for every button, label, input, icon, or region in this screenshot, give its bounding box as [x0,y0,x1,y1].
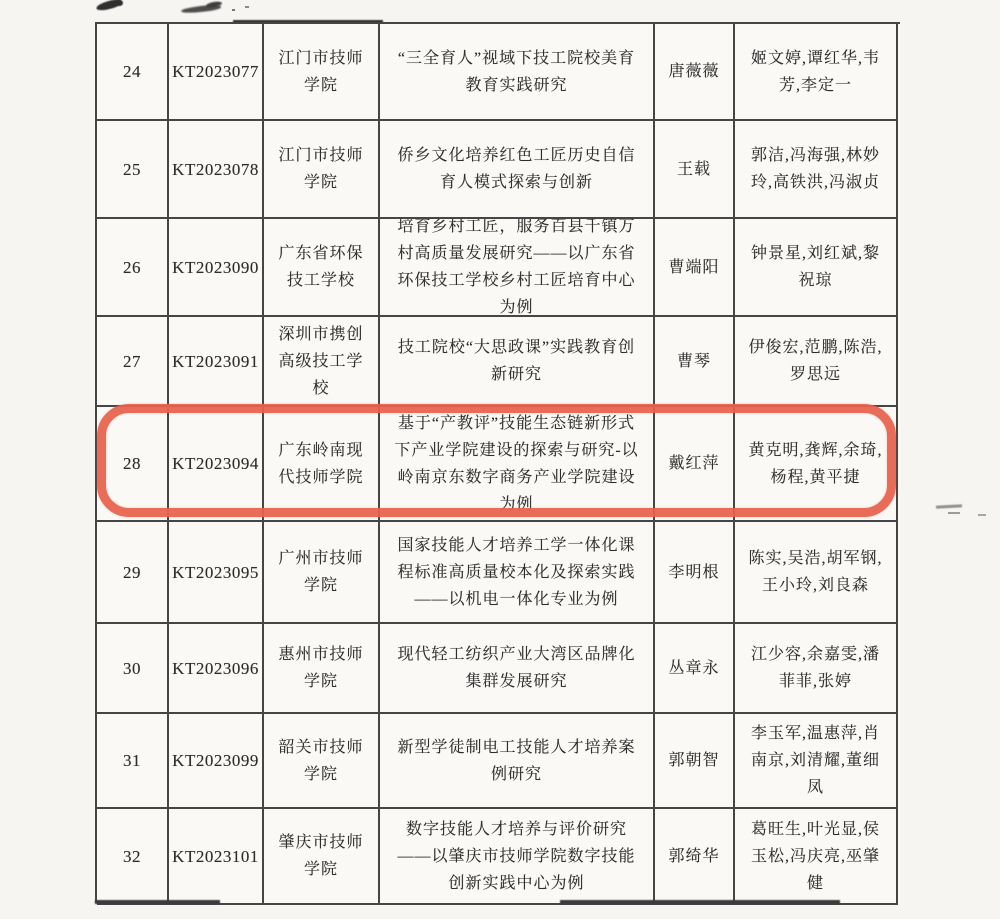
table-row [97,24,900,121]
cell-project-id: KT2023095 [169,522,264,624]
cell-leader: 戴红萍 [655,407,735,522]
cell-leader: 郭绮华 [655,809,735,905]
cell-members: 郭洁,冯海强,林妙玲,高铁洪,冯淑贞 [735,121,898,219]
cell-institution: 韶关市技师学院 [264,714,380,809]
cell-project-id: KT2023096 [169,624,264,714]
cell-project-id: KT2023090 [169,219,264,317]
cell-members: 江少容,余嘉雯,潘菲菲,张婷 [735,624,898,714]
cell-row-number: 27 [97,317,169,407]
cell-institution: 肇庆市技师学院 [264,809,380,905]
cell-row-number: 29 [97,522,169,624]
cell-institution: 深圳市携创高级技工学校 [264,317,380,407]
ink-smudge [936,504,962,508]
table-row [97,809,900,905]
cell-institution: 惠州市技师学院 [264,624,380,714]
ink-smudge [978,514,986,516]
ink-speck [232,9,235,11]
cell-members: 钟景星,刘红斌,黎祝琼 [735,219,898,317]
cell-project-title: 数字技能人才培养与评价研究 ——以肇庆市技师学院数字技能创新实践中心为例 [380,809,655,905]
cell-project-title: 技工院校“大思政课”实践教育创新研究 [380,317,655,407]
table-row [97,121,900,219]
cell-project-title: 现代轻工纺织产业大湾区品牌化集群发展研究 [380,624,655,714]
table-row [97,624,900,714]
cell-row-number: 32 [97,809,169,905]
cell-row-number: 31 [97,714,169,809]
cell-project-title: “三全育人”视域下技工院校美育教育实践研究 [380,24,655,121]
cell-leader: 唐薇薇 [655,24,735,121]
cell-project-id: KT2023094 [169,407,264,522]
cell-members: 陈实,吴浩,胡军钢,王小玲,刘良森 [735,522,898,624]
cell-institution: 江门市技师学院 [264,24,380,121]
cell-leader: 王载 [655,121,735,219]
cell-project-title: 侨乡文化培养红色工匠历史自信育人模式探索与创新 [380,121,655,219]
cell-row-number: 25 [97,121,169,219]
cell-project-title: 国家技能人才培养工学一体化课程标准高质量校本化及探索实践——以机电一体化专业为例 [380,522,655,624]
cell-leader: 曹端阳 [655,219,735,317]
cell-project-title: 培育乡村工匠，服务百县千镇万村高质量发展研究——以广东省环保技工学校乡村工匠培育中心为例 [380,219,655,317]
ink-smudge [948,512,960,514]
cell-project-id: KT2023077 [169,24,264,121]
cell-row-number: 30 [97,624,169,714]
cell-project-id: KT2023099 [169,714,264,809]
cell-row-number: 24 [97,24,169,121]
table-row [97,714,900,809]
ink-speck [245,6,249,8]
table-row [97,219,900,317]
projects-table [95,22,900,903]
ink-smudge [181,4,221,15]
cell-project-id: KT2023091 [169,317,264,407]
cell-members: 黄克明,龚辉,余琦,杨程,黄平捷 [735,407,898,522]
cell-members: 伊俊宏,范鹏,陈浩,罗思远 [735,317,898,407]
ink-smudge [116,0,123,6]
cell-members: 葛旺生,叶光显,侯玉松,冯庆亮,巫肇健 [735,809,898,905]
cell-institution: 江门市技师学院 [264,121,380,219]
cell-leader: 丛章永 [655,624,735,714]
cell-project-title: 新型学徒制电工技能人才培养案例研究 [380,714,655,809]
ink-smudge [206,1,223,9]
cell-institution: 广州市技师学院 [264,522,380,624]
ink-smudge [95,0,122,12]
cell-leader: 曹琴 [655,317,735,407]
cell-project-id: KT2023101 [169,809,264,905]
table-row [97,407,900,522]
table-row [97,522,900,624]
cell-row-number: 28 [97,407,169,522]
cell-institution: 广东岭南现代技师学院 [264,407,380,522]
cell-row-number: 26 [97,219,169,317]
table-row [97,317,900,407]
cell-members: 姬文婷,谭红华,韦芳,李定一 [735,24,898,121]
cell-leader: 李明根 [655,522,735,624]
cell-project-id: KT2023078 [169,121,264,219]
cell-project-title: 基于“产教评”技能生态链新形式下产业学院建设的探索与研究-以岭南京东数字商务产业学院建设为例 [380,407,655,522]
cell-institution: 广东省环保技工学校 [264,219,380,317]
cell-leader: 郭朝智 [655,714,735,809]
cell-members: 李玉军,温惠萍,肖南京,刘清耀,董细凤 [735,714,898,809]
